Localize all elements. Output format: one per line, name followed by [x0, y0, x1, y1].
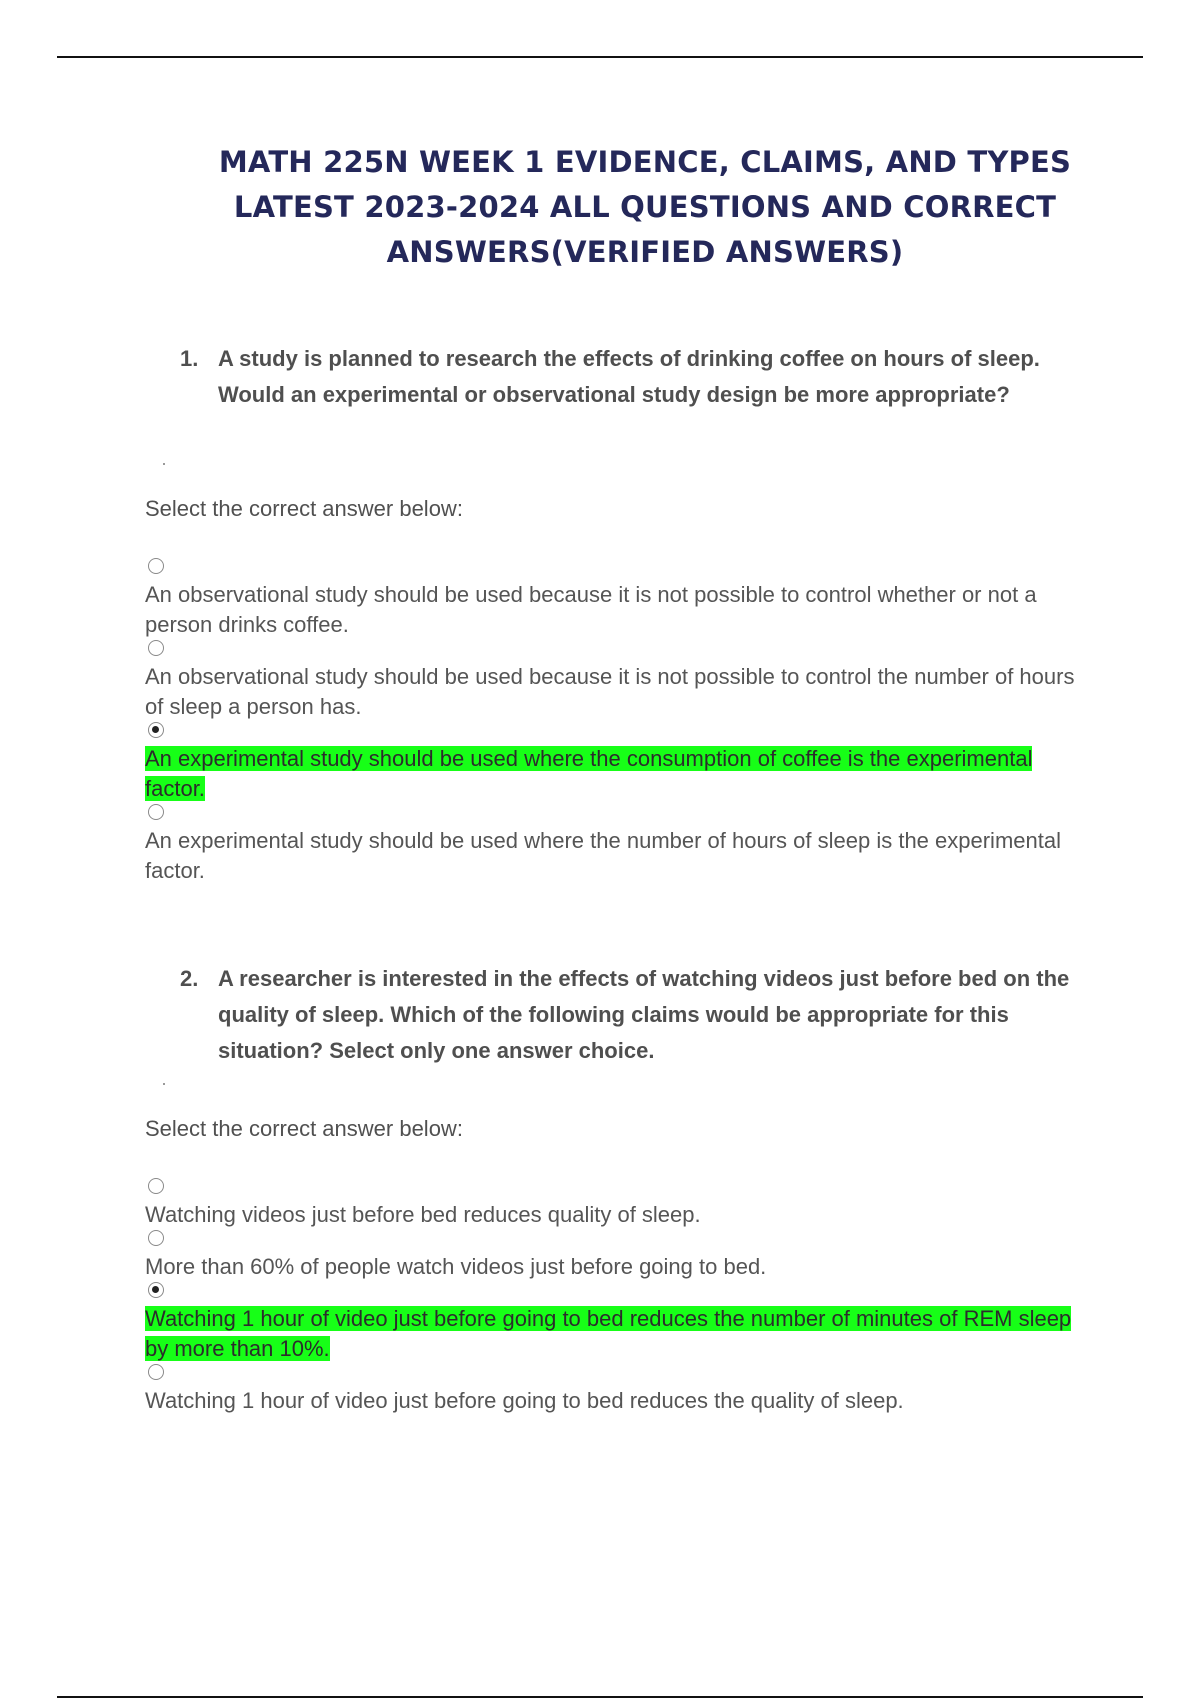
radio-button[interactable]: [148, 1364, 164, 1380]
question-text: A researcher is interested in the effects of watching videos just before bed on the quality of sleep. Which of the following claims would be appropriate for this situation? Select only one answer choice.: [218, 966, 1070, 1063]
question-2: [180, 961, 1080, 1069]
radio-button[interactable]: [148, 640, 164, 656]
answer-text: An observational study should be used because it is not possible to control whether or not a person drinks coffee.: [145, 582, 1037, 637]
question-number: 2.: [180, 966, 199, 991]
answer-text: An observational study should be used because it is not possible to control the number of hours of sleep a person has.: [145, 664, 1075, 719]
question-number: 1.: [180, 346, 199, 371]
radio-button-selected[interactable]: [148, 722, 164, 738]
radio-button[interactable]: [148, 1178, 164, 1194]
answer-option-correct[interactable]: [145, 1282, 1080, 1364]
answer-options: [145, 1178, 1080, 1416]
answer-options: [145, 558, 1080, 886]
radio-button[interactable]: [148, 1230, 164, 1246]
answer-option[interactable]: [145, 558, 1080, 640]
document-title: MATH 225N WEEK 1 EVIDENCE, CLAIMS, AND TYPES LATEST 2023-2024 ALL QUESTIONS AND CORRECT ANSWERS(VERIFIED ANSWERS): [218, 145, 1072, 269]
answer-option[interactable]: [145, 804, 1080, 886]
answer-prompt: Select the correct answer below:: [145, 1116, 463, 1141]
radio-button[interactable]: [148, 558, 164, 574]
bottom-rule: [57, 1696, 1143, 1698]
answer-option-correct[interactable]: [145, 722, 1080, 804]
answer-text: Watching videos just before bed reduces quality of sleep.: [145, 1202, 701, 1227]
highlighted-answer-text: An experimental study should be used where the consumption of coffee is the experimental factor.: [145, 746, 1033, 801]
dot-marker: [163, 463, 165, 465]
radio-button-selected[interactable]: [148, 1282, 164, 1298]
answer-text: An experimental study should be used where the number of hours of sleep is the experimental factor.: [145, 828, 1061, 883]
dot-marker: [163, 1083, 165, 1085]
answer-option[interactable]: [145, 1364, 1080, 1416]
top-rule: [57, 56, 1143, 58]
question-text: A study is planned to research the effects of drinking coffee on hours of sleep. Would an experimental or observational study design be more appropriate?: [218, 346, 1040, 407]
highlighted-answer-text: Watching 1 hour of video just before going to bed reduces the number of minutes of REM sleep by more than 10%.: [145, 1306, 1072, 1361]
answer-option[interactable]: [145, 1230, 1080, 1282]
question-1: [180, 341, 1080, 413]
answer-option[interactable]: [145, 640, 1080, 722]
answer-option[interactable]: [145, 1178, 1080, 1230]
answer-text: More than 60% of people watch videos just before going to bed.: [145, 1254, 767, 1279]
answer-prompt: Select the correct answer below:: [145, 496, 463, 521]
radio-button[interactable]: [148, 804, 164, 820]
answer-text: Watching 1 hour of video just before going to bed reduces the quality of sleep.: [145, 1388, 904, 1413]
